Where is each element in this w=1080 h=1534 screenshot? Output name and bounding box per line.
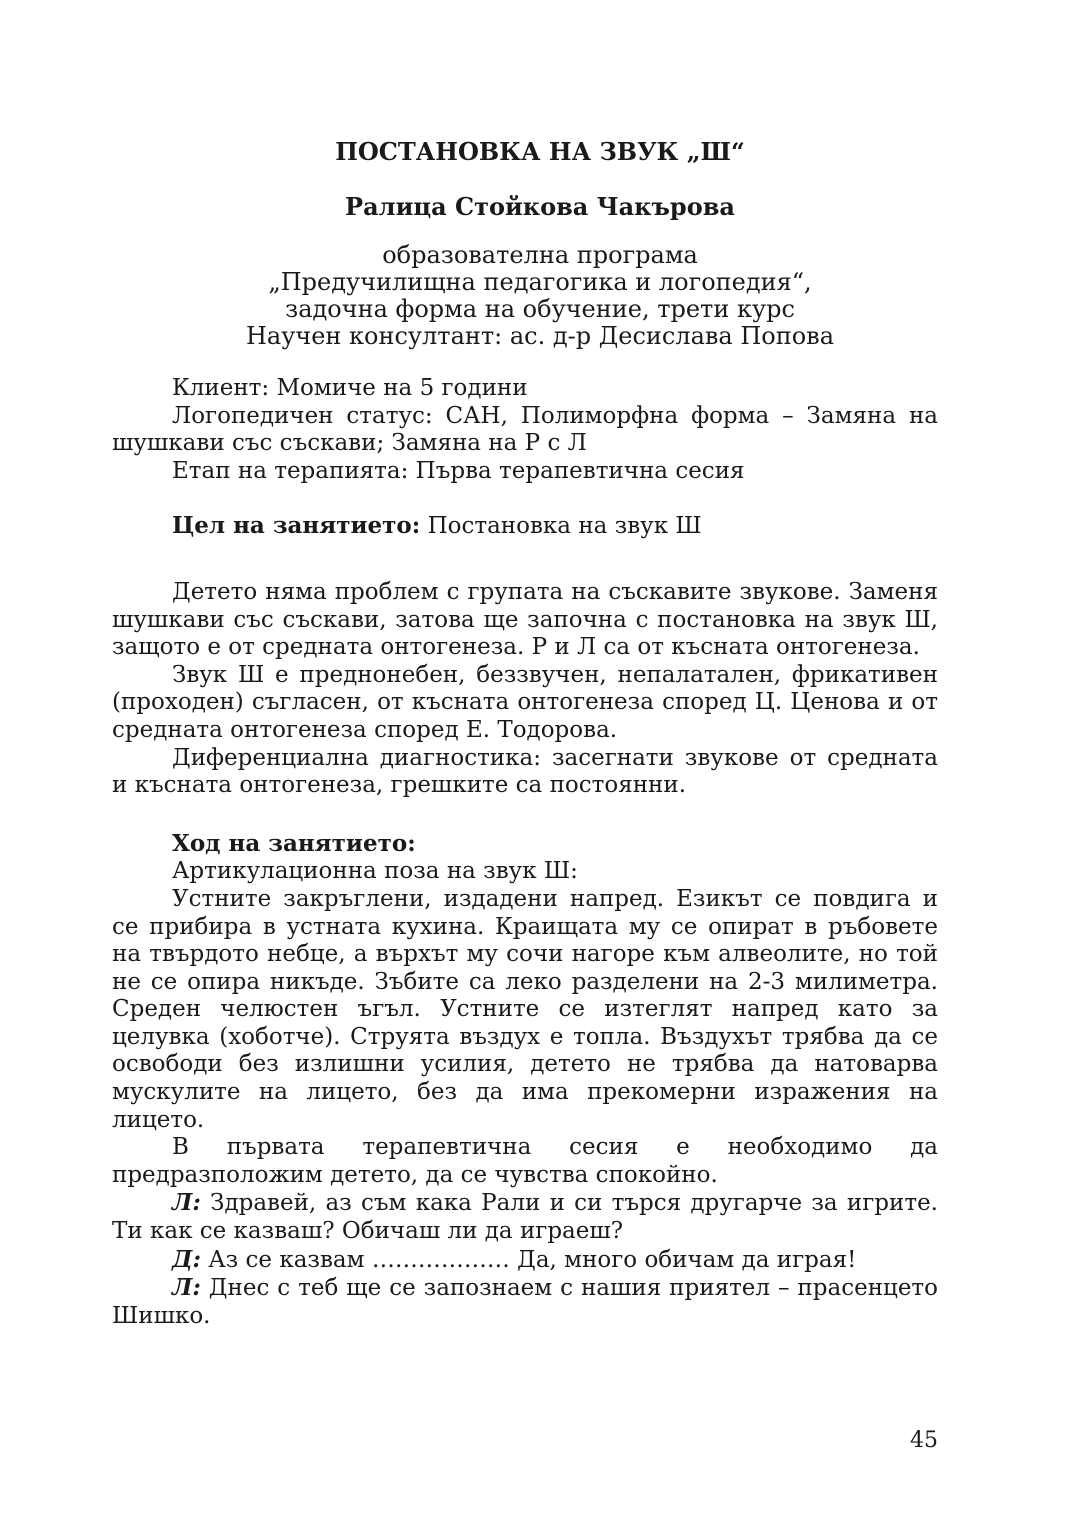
affiliation-block <box>0 242 1080 350</box>
dialogue-text: Здравей, аз съм кака Рали и си търся другарче за игрите. Ти как се казваш? Обичаш ли да играеш? <box>112 1190 938 1245</box>
stage-paragraph <box>112 458 938 486</box>
author-name: Ралица Стойкова Чакърова <box>345 192 735 221</box>
procedure-heading: Ход на занятието: <box>172 829 416 857</box>
procedure-heading-paragraph <box>112 830 938 859</box>
affiliation-line: задочна форма на обучение, трети курс <box>285 295 795 323</box>
body-paragraph: Детето няма проблем с групата на съскавите звукове. Заменя шушкави със съскави, затова ще започна с постановка на звук Ш, защото е от средната онтогенеза. Р и Л са от късната онтогенеза. <box>112 578 938 661</box>
status-line: Логопедичен статус: САН, Полиморфна форма – Замяна на шушкави със съскави; Замяна на Р с Л <box>112 402 938 457</box>
status-paragraph <box>112 403 938 458</box>
body-paragraph: Диференциална диагностика: засегнати звукове от средната и късната онтогенеза, грешките са постоянни. <box>112 744 938 799</box>
body-paragraph: Звук Ш е преднонебен, беззвучен, непалатален, фрикативен (проходен) съгласен, от късната онтогенеза според Ц. Ценова и от средната онтогенеза според Е. Тодорова. <box>112 661 938 743</box>
dialogue-line <box>112 1274 938 1330</box>
page-title: ПОСТАНОВКА НА ЗВУК „Ш“ <box>335 137 745 166</box>
dialogue-speaker: Л: <box>172 1189 201 1217</box>
goal-label: Цел на занятието: <box>172 512 421 540</box>
procedure-subheading: Артикулационна поза на звук Ш: <box>172 858 578 885</box>
dialogue-line <box>112 1246 938 1275</box>
client-info <box>112 375 938 403</box>
affiliation-line: Научен консултант: ас. д-р Десислава Попова <box>245 322 834 350</box>
body-paragraph: Устните закръглени, издадени напред. Езикът се повдига и се прибира в устната кухина. Краищата му се опират в ръбовете на твърдото небце, а върхът му сочи нагоре към алвеолите, но той не се опира никъде. Зъбите са леко разделени на 2-3 милиметра. Среден челюстен ъгъл. Устните се изтеглят напред като за целувка (хоботче). Струята въздух е топла. Въздухът трябва да се освободи без излишни усилия, детето не трябва да натоварва мускулите на лицето, без да има прекомерни изражения на лицето. <box>112 885 938 1133</box>
stage-line: Етап на терапията: Първа терапевтична сесия <box>172 457 745 484</box>
page-number: 45 <box>910 1428 938 1453</box>
dialogue-line <box>112 1189 938 1245</box>
procedure-subheading-paragraph <box>112 858 938 886</box>
affiliation-line: „Предучилищна педагогика и логопедия“, <box>268 268 812 296</box>
body-paragraph: В първата терапевтична сесия е необходимо да предразположим детето, да се чувства спокойно. <box>112 1134 938 1188</box>
document-body <box>112 375 938 1330</box>
goal-paragraph <box>112 512 938 541</box>
dialogue-text: Днес с теб ще се запознаем с нашия приятел – прасенцето Шишко. <box>112 1275 938 1329</box>
goal-text: Постановка на звук Ш <box>420 513 702 540</box>
dialogue-text: Аз се казвам ……………… Да, много обичам да играя! <box>200 1246 857 1273</box>
dialogue-speaker: Л: <box>172 1274 201 1302</box>
dialogue-speaker: Д: <box>172 1245 201 1273</box>
affiliation-line: образователна програма <box>382 241 698 269</box>
client-line: Клиент: Момиче на 5 години <box>172 375 528 401</box>
